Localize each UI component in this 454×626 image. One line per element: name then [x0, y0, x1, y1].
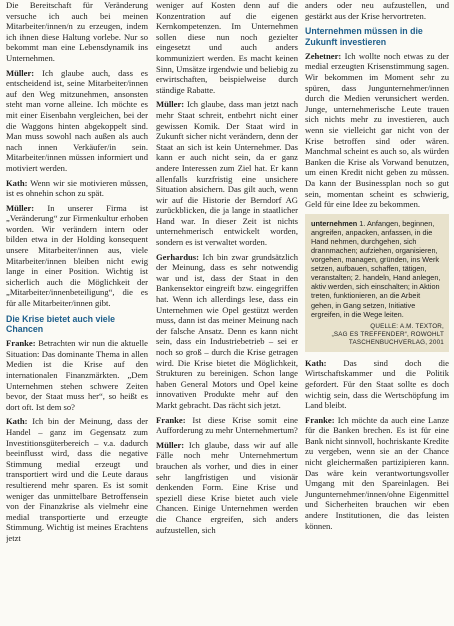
column-left: [6, 0, 148, 626]
column-middle: [156, 0, 298, 626]
paragraph-text: Ich bin zwar grundsätzlich der Meinung, dass es sehr notwendig war und ist, dass der Staat in den Bankensektor eingreift bzw. eingegriffen hat. Wenn ich allerdings lese, dass ein Unternehmen wie Opel gestützt werden muss, dann ist das meiner Meinung nach der falsche Ansatz. Denn es kann nicht sein, dass ein Industriebetrieb – sei er noch so groß – durch die Krise getragen wird. Die Krise bietet die Möglichkeit, Strukturen zu bereinigen. Schon lange haben General Motors und Opel keine innovativen Produkte mehr auf den Markt gebracht. Das rächt sich jetzt.: [156, 251, 298, 410]
definition-box: [305, 214, 449, 352]
paragraph-text: In unserer Firma ist „Veränderung“ zur Firmenkultur erhoben worden. Wir verändern intern oder bilden etwa in der Holding konsequent unsere Mitarbeiter/innen aus, viele Mitarbeiter/innen bleiben nicht ewig lange in einer Position. Wichtig ist sicherlich auch die Möglichkeit der „Mitarbeiter/innenbeteiligung“, die es für alle Mitarbeiter/innen gibt.: [6, 202, 148, 309]
paragraph: [156, 252, 298, 411]
paragraph: [305, 51, 449, 210]
column-right: [305, 0, 449, 626]
paragraph: [305, 0, 449, 21]
speaker-name: Franke:: [305, 414, 335, 425]
paragraph-text: Ist diese Krise somit eine Aufforderung zu mehr Unternehmertum?: [156, 414, 298, 436]
paragraph-text: weniger auf Kosten denn auf die Konzentration auf die eigenen Kernkompetenzen. Im Unternehmen sollen diese nun noch gezielter eingesetzt und auch anders kommuniziert werden. Es macht keinen Sinn, Umsätze irgendwie und beliebig zu erwirtschaften, beispielweise durch ständige Rabatte.: [156, 0, 298, 95]
paragraph-text: Betrachten wir nun die aktuelle Situation: Das dominante Thema in allen Medien ist die Krise auf den internationalen Finanzmärkten. „Dem Unternehmen stehen schwere Zeiten bevor, der Staat muss her“, so heißt es dort oft. Ist dem so?: [6, 338, 148, 412]
paragraph-text: Wenn wir sie motivieren müssen, ist es ohnehin schon zu spät.: [6, 177, 148, 199]
paragraph-text: Ich glaube, dass wir auf alle Fälle noch mehr Unternehmertum brauchen als vorher, und dies in einer sehr langfristigen und visionär denkenden Form. Eine Krise und speziell diese Krise bietet auch viele Chancen. Einige Unternehmen werden die Chance ergreifen, sich anders aufzustellen, sich: [156, 439, 298, 535]
section-heading-crisis-chances: Die Krise bietet auch viele Chancen: [6, 313, 116, 335]
column-right-paragraphs-3: [305, 358, 449, 532]
column-left-paragraphs-2: [6, 338, 148, 543]
paragraph: [6, 68, 148, 174]
paragraph: [156, 440, 298, 535]
paragraph: [6, 416, 148, 543]
paragraph: [6, 178, 148, 199]
paragraph: [6, 0, 148, 64]
source-line-3: TASCHENBUCHVERLAG, 2001: [348, 338, 444, 346]
speaker-name: Gerhardus:: [156, 251, 199, 262]
speaker-name: Kath:: [6, 416, 28, 427]
paragraph-text: Die Bereitschaft für Veränderung versuche ich auch bei meinen Mitarbeiter/innen/n zu erzeugen, indem ich ihnen diese Haltung vorlebe. Nur so bekommt man eine Lebensdynamik ins Unternehmen.: [6, 0, 148, 63]
paragraph-text: Ich wollte noch etwas zu der medial erzeugten Krisenstimmung sagen. Wir bekommen im Moment sehr zu spüren, dass Jungunternehmer/innen durch die Medien verunsichert werden. Junge, unternehmerische Leute trauen sich nichts mehr zu investieren, auch wenn sie vielleicht gar nicht von der Krise betroffen sind oder wären. Manchmal scheint es auch so, als würden Banken die Krise als Vorwand benutzen, um einen Kredit nicht geben zu müssen. Da kann der Businessplan noch so gut sein, momentan scheint es schwierig, Geld für eine Idee zu bekommen.: [305, 50, 449, 210]
speaker-name: Kath:: [305, 357, 327, 368]
paragraph: [6, 203, 148, 309]
paragraph-text: Das sind doch die Wirtschaftskammer und die Politik gefordert. Für den Staat sollte es doch wichtig sein, dass die Wertschöpfung im Land bleibt.: [305, 357, 449, 411]
paragraph-text: Ich bin der Meinung, dass der Handel – ganz im Gegensatz zum Investitionsgüterbereich – v.a. dadurch beeinflusst wird, dass die negative Stimmung medial erzeugt und transportiert wird und die Leute daraus resultierend mehr sparen. Es ist somit weniger das unmittelbare Betroffensein von der Finanzkrise als vielmehr eine medial transportierte und erzeugte Stimmung. Wichtig ist meines Erachtens jetzt: [6, 416, 148, 543]
definition-source: [311, 323, 444, 347]
paragraph: [305, 358, 449, 411]
section-heading-invest-future: Unternehmen müssen in die Zukunft investieren: [305, 26, 423, 47]
column-middle-paragraphs: [156, 0, 298, 535]
column-right-paragraphs: [305, 0, 449, 21]
paragraph: [156, 415, 298, 436]
speaker-name: Müller:: [6, 67, 35, 78]
source-line-1: QUELLE: A.M. TEXTOR,: [370, 322, 444, 330]
paragraph-text: Ich möchte da auch eine Lanze für die Banken brechen. Es ist für eine Bank nicht sinnvoll, hochriskante Kredite zu vergeben, wenn sie an der Chance nicht gleichermaßen partizipieren kann. Das wäre kein verantwortungsvoller Umgang mit den Spareinlagen. Bei Jungunternehmer/innen/ohne Eigenmittel und Sicherheiten brauchen wir eben andere Institutionen, die das leisten können.: [305, 414, 449, 531]
speaker-name: Müller:: [156, 439, 185, 450]
definition-keyword: unternehmen: [311, 218, 358, 228]
source-line-2: „SAG ES TREFFENDER“, ROWOHLT: [331, 330, 444, 338]
speaker-name: Zehetner:: [305, 50, 342, 61]
paragraph-text: Ich glaube, dass man jetzt nach mehr Staat schreit, entbehrt nicht einer gewissen Komik. Der Staat wird in Zukunft sicher nicht verändern, denn der Staat an sich ist kein Unternehmer. Das kann er auch nicht sein, da er ganz andere Interessen zum Ziel hat. Er kann allenfalls kurzfristig eine unsichere Situation absichern. Das gilt auch, wenn wir auf die Historie der Berndorf AG zurückblicken, die ja lange in staatlicher Hand war. In dieser Zeit ist nichts unternehmerisch entwickelt worden, sondern es ist verwaltet worden.: [156, 99, 298, 248]
paragraph: [156, 0, 298, 95]
paragraph: [6, 338, 148, 412]
paragraph-text: anders oder neu aufzustellen, und gestärkt aus der Krise hervortreten.: [305, 0, 449, 21]
speaker-name: Franke:: [156, 414, 186, 425]
paragraph: [156, 99, 298, 247]
paragraph-text: Ich glaube auch, dass es entscheidend ist, seine Mitarbeiter/innen auf den Weg mitzunehmen, ansonsten steht man vorne alleine. Ich möchte es mit einer Eisenbahn vergleichen, bei der die Waggons hinten abgekoppelt sind. Man muss sowohl nach außen als auch nach innen Verkäufer/in sein. Mitarbeiter/innen müssen informiert und motiviert werden.: [6, 67, 148, 173]
speaker-name: Müller:: [156, 99, 185, 110]
speaker-name: Müller:: [6, 202, 35, 213]
column-right-paragraphs-2: [305, 51, 449, 210]
column-left-paragraphs: [6, 0, 148, 309]
speaker-name: Franke:: [6, 338, 36, 349]
paragraph: [305, 415, 449, 532]
speaker-name: Kath:: [6, 177, 28, 188]
definition-text: 1. Anfangen, beginnen, angreifen, anpacken, anfassen, in die Hand nehmen, durchgehen, sich drannmachen; aufziehen, organisieren, vorgehen, managen, gründen, ins Werk setzen, aufbauen, schaffen, tätigen, veranstalten; 2. handeln, Hand anlegen, aktiv werden, sich einschalten; in Aktion treten, funktionieren, an die Arbeit gehen, in Gang setzen, Initiative ergreifen, in die Wege leiten.: [311, 218, 441, 319]
